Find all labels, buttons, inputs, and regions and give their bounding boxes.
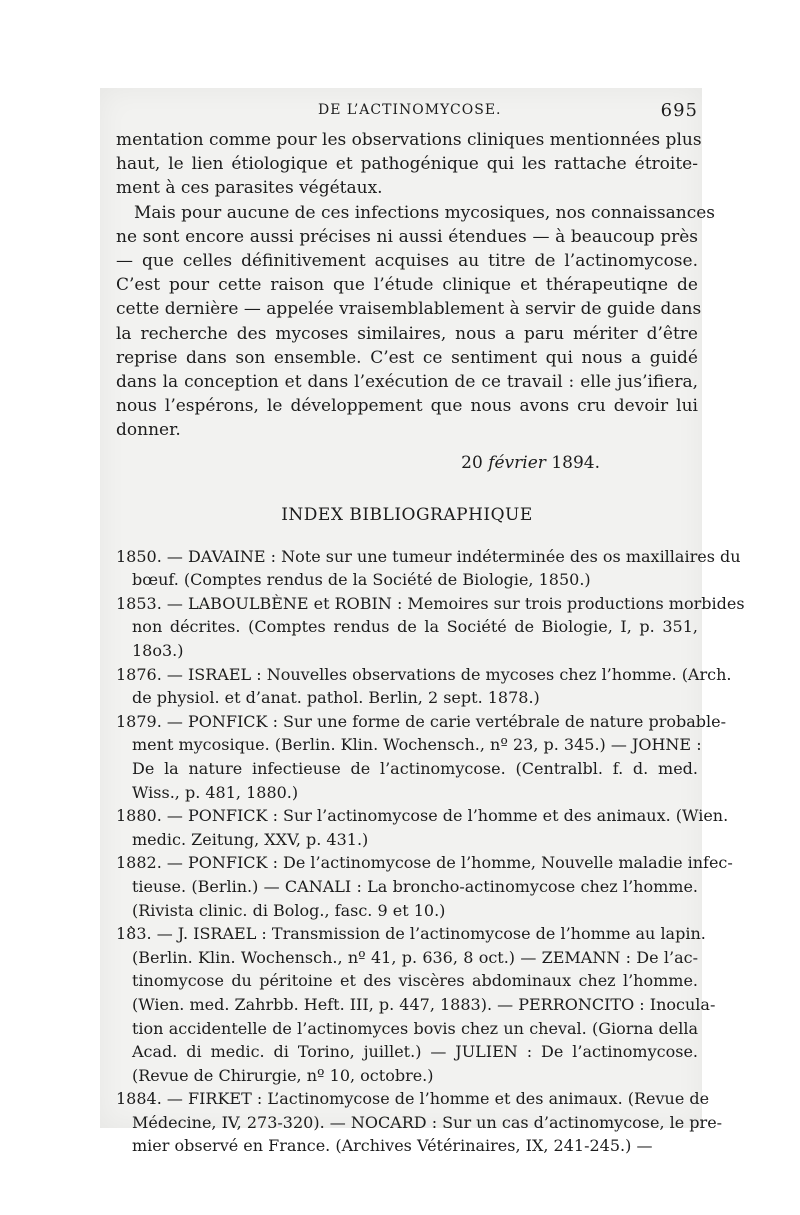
bibliography-line: (Rivista clinic. di Bolog., fasc. 9 et 10.)	[132, 900, 446, 920]
text-line: nous l’espérons, le développement que nous avons cru devoir lui	[116, 396, 698, 417]
bibliography-line: non décrites. (Comptes rendus de la Société de Biologie, I, p. 351,	[132, 617, 698, 637]
text-line: Mais pour aucune de ces infections mycosiques, nos connaissances	[134, 202, 716, 223]
bibliography-entry	[116, 804, 729, 851]
bibliography-line: de physiol. et d’anat. pathol. Berlin, 2 sept. 1878.)	[132, 688, 540, 708]
page-content	[116, 98, 745, 1158]
running-header	[116, 98, 698, 128]
index-title: INDEX BIBLIOGRAPHIQUE	[281, 504, 533, 525]
bibliography-line: De la nature infectieuse de l’actinomycose. (Centralbl. f. d. med.	[132, 758, 698, 778]
bibliography-line: tieuse. (Berlin.) — CANALI : La broncho-actinomycose chez l’homme.	[132, 876, 698, 896]
running-title: DE L’ACTINOMYCOSE.	[318, 102, 502, 118]
text-line: mentation comme pour les observations cliniques mentionnées plus	[116, 130, 702, 150]
date-year: 1894.	[551, 452, 600, 473]
text-line: la recherche des mycoses similaires, nous a paru mériter d’être	[116, 323, 698, 344]
text-line: reprise dans son ensemble. C’est ce sentiment qui nous a guidé	[116, 347, 698, 368]
bibliography-line: 1882. — PONFICK : De l’actinomycose de l’homme, Nouvelle maladie infec-	[116, 853, 733, 873]
bibliography-entry	[116, 851, 733, 922]
page-number: 695	[660, 100, 698, 121]
text-line: ment à ces parasites végétaux.	[116, 178, 383, 199]
text-line: cette dernière — appelée vraisemblablement à servir de guide dans	[116, 299, 702, 320]
bibliography-line: 18̀3. — J. ISRAEL : Transmission de l’actinomycose de l’homme au lapin.	[116, 924, 706, 944]
bibliography-line: (Revue de Chirurgie, nº 10, octobre.)	[132, 1065, 434, 1085]
bibliography-line: Acad. di medic. di Torino, juillet.) — JULIEN : De l’actinomycose.	[132, 1042, 698, 1062]
text-line: donner.	[116, 420, 181, 441]
text-line: haut, le lien étiologique et pathogénique qui les rattache étroite-	[116, 154, 698, 175]
bibliography-line: 1876. — ISRAEL : Nouvelles observations de mycoses chez l’homme. (Arch.	[116, 664, 732, 684]
bibliography-line: medic. Zeitung, XXV, p. 431.)	[132, 829, 369, 849]
bibliography-line: 18o3.)	[132, 641, 184, 661]
bibliography-line: mier observé en France. (Archives Vétérinaires, IX, 241-245.) —	[132, 1136, 653, 1156]
bibliography-line: Médecine, IV, 273-320). — NOCARD : Sur un cas d’actinomycose, le pre-	[132, 1112, 723, 1132]
text-line: — que celles définitivement acquises au titre de l’actinomycose.	[116, 251, 698, 272]
bibliography-line: 1850. — DAVAINE : Note sur une tumeur indéterminée des os maxillaires du	[116, 546, 741, 566]
bibliography-line: 1853. — LABOULBÈNE et ROBIN : Memoires sur trois productions morbides	[116, 593, 745, 613]
bibliography-entry	[116, 1087, 723, 1158]
bibliography-line: 1880. — PONFICK : Sur l’actinomycose de l’homme et des animaux. (Wien.	[116, 806, 729, 826]
bibliography-entry	[116, 592, 745, 663]
bibliography-line: (Wien. med. Zahrbb. Heft. III, p. 447, 1883). — PERRONCITO : Inocula-	[132, 994, 716, 1014]
text-line: dans la conception et dans l’exécution de ce travail : elle jus’ifiera,	[116, 372, 698, 393]
date-day: 20	[461, 452, 483, 473]
text-line: C’est pour cette raison que l’étude clinique et thérapeutiqne de	[116, 275, 698, 296]
bibliography-line: tinomycose du péritoine et des viscères abdominaux chez l’homme.	[132, 971, 698, 991]
bibliography-line: 1884. — FIRKET : L’actinomycose de l’homme et des animaux. (Revue de	[116, 1089, 710, 1109]
bibliography-entry	[116, 922, 716, 1087]
bibliography-line: (Berlin. Klin. Wochensch., nº 41, p. 636, 8 oct.) — ZEMANN : De l’ac-	[132, 947, 698, 967]
bibliography-entry	[116, 545, 741, 592]
bibliography-line: 1879. — PONFICK : Sur une forme de carie vertébrale de nature probable-	[116, 711, 727, 731]
bibliography-line: bœuf. (Comptes rendus de la Société de Biologie, 1850.)	[132, 570, 591, 590]
paragraph-continuation	[116, 128, 702, 201]
paragraph-main	[116, 201, 716, 443]
date-month: février	[488, 452, 546, 473]
text-line: ne sont encore aussi précises ni aussi étendues — à beaucoup près	[116, 226, 698, 247]
signature-date	[116, 453, 600, 473]
bibliography-line: tion accidentelle de l’actinomyces bovis chez un cheval. (Giorna della	[132, 1018, 698, 1038]
bibliography-entry	[116, 663, 732, 710]
bibliography-entry	[116, 710, 727, 804]
bibliography-line: ment mycosique. (Berlin. Klin. Wochensch., nº 23, p. 345.) — JOHNE :	[132, 735, 702, 755]
bibliography-list	[116, 545, 745, 1158]
bibliography-line: Wiss., p. 481, 1880.)	[132, 782, 299, 802]
